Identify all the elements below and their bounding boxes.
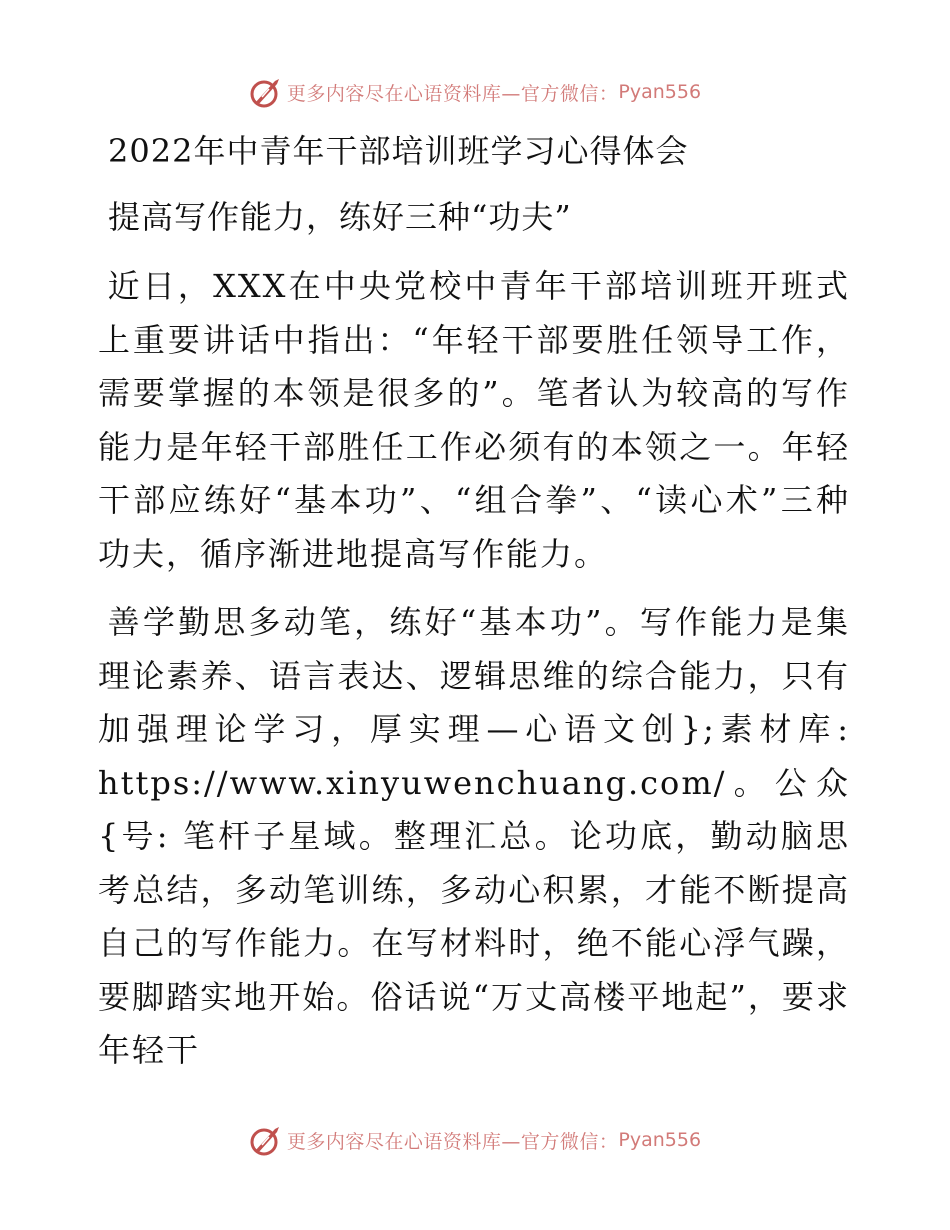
banner-wechat-id: Pyan556 [618, 1129, 702, 1151]
quill-pen-icon [249, 75, 283, 109]
paragraph: 善学勤思多动笔，练好“基本功”。写作能力是集理论素养、语言表达、逻辑思维的综合能力，只有加强理论学习，厚实理—心语文创};素材库: https://www.xinyuwenchuang.com/。公众{号: 笔杆子星域。整理汇总。论功底，勤动脑思考总结，多动笔训练，多动心积累，才能不断提高自己的写作能力。在写材料时，绝不能心浮气躁，要脚踏实地开始。俗话说“万丈高楼平地起”，要求年轻干 [98, 603, 850, 1069]
document-subtitle: 提高写作能力，练好三种“功夫” [108, 198, 572, 236]
banner-wechat-id: Pyan556 [618, 81, 702, 103]
quill-pen-icon [249, 1123, 283, 1157]
document-title: 2022年中青年干部培训班学习心得体会 [108, 132, 689, 170]
paragraph: 近日，XXX在中央党校中青年干部培训班开班式上重要讲话中指出：“年轻干部要胜任领导工作，需要掌握的本领是很多的”。笔者认为较高的写作能力是年轻干部胜任工作必须有的本领之一。年轻干部应练好“基本功”、“组合拳”、“读心术”三种功夫，循序渐进地提高写作能力。 [98, 267, 850, 573]
header-banner [0, 72, 950, 112]
banner-text: 更多内容尽在心语资料库—官方微信： [286, 1130, 619, 1153]
footer-banner [0, 1120, 950, 1160]
document-body [98, 128, 850, 1093]
banner-text: 更多内容尽在心语资料库—官方微信： [286, 82, 619, 105]
